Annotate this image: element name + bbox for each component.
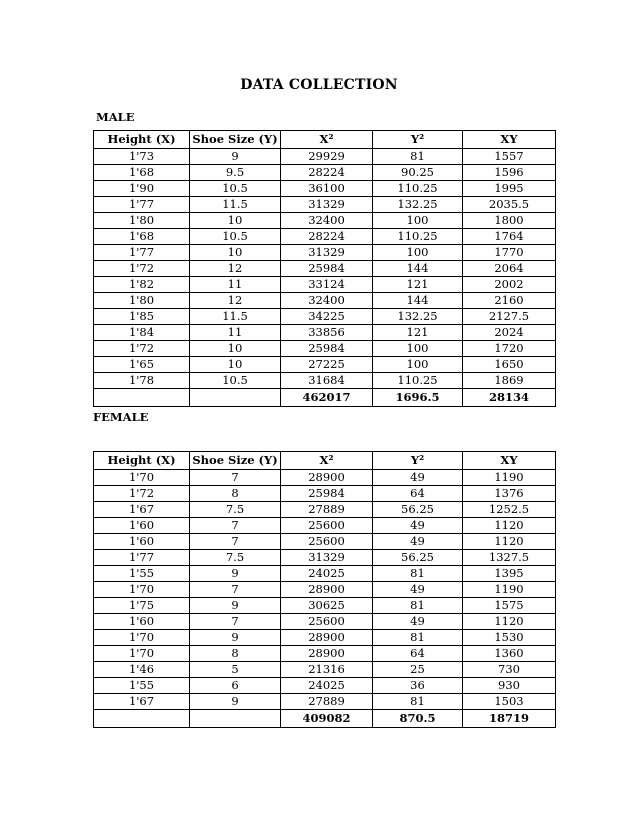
table-cell: 10	[190, 357, 281, 373]
table-cell: 1395	[463, 566, 556, 582]
table-cell: 1'70	[94, 646, 190, 662]
table-cell: 25	[373, 662, 463, 678]
table-cell: 90.25	[373, 165, 463, 181]
table-cell: 9	[190, 149, 281, 165]
table-cell: 1800	[463, 213, 556, 229]
table-cell: 25600	[281, 614, 373, 630]
total-cell: 28134	[463, 389, 556, 407]
table-cell: 11.5	[190, 197, 281, 213]
table-cell: 1'70	[94, 470, 190, 486]
table-cell: 81	[373, 694, 463, 710]
table-cell: 1120	[463, 614, 556, 630]
table-cell: 7	[190, 614, 281, 630]
table-row	[94, 534, 556, 550]
column-header: Y²	[373, 452, 463, 470]
column-header: Shoe Size (Y)	[190, 131, 281, 149]
table-row	[94, 213, 556, 229]
table-cell: 36100	[281, 181, 373, 197]
table-row	[94, 662, 556, 678]
male-table-body	[94, 149, 556, 407]
column-header: Height (X)	[94, 131, 190, 149]
table-cell: 34225	[281, 309, 373, 325]
table-cell: 1'68	[94, 229, 190, 245]
table-cell: 28900	[281, 582, 373, 598]
column-header: Y²	[373, 131, 463, 149]
table-cell: 100	[373, 245, 463, 261]
table-cell: 6	[190, 678, 281, 694]
table-cell: 27889	[281, 502, 373, 518]
table-cell: 9	[190, 694, 281, 710]
table-cell: 9	[190, 598, 281, 614]
table-cell: 10.5	[190, 373, 281, 389]
table-cell: 10	[190, 213, 281, 229]
table-cell: 49	[373, 534, 463, 550]
table-cell: 1'55	[94, 678, 190, 694]
table-row	[94, 277, 556, 293]
table-cell: 2035.5	[463, 197, 556, 213]
table-row	[94, 357, 556, 373]
totals-row	[94, 710, 556, 728]
table-cell: 28224	[281, 229, 373, 245]
table-cell: 49	[373, 470, 463, 486]
table-cell: 25600	[281, 534, 373, 550]
table-cell: 10	[190, 341, 281, 357]
female-data-table	[93, 451, 556, 728]
table-cell: 25600	[281, 518, 373, 534]
table-cell: 9	[190, 566, 281, 582]
table-cell: 31329	[281, 197, 373, 213]
table-cell: 132.25	[373, 309, 463, 325]
table-cell: 1770	[463, 245, 556, 261]
table-cell: 64	[373, 646, 463, 662]
table-cell: 56.25	[373, 550, 463, 566]
table-row	[94, 646, 556, 662]
table-cell: 1720	[463, 341, 556, 357]
table-cell: 31684	[281, 373, 373, 389]
table-cell: 9	[190, 630, 281, 646]
table-row	[94, 197, 556, 213]
total-cell: 409082	[281, 710, 373, 728]
table-cell: 1'80	[94, 293, 190, 309]
table-cell: 1'60	[94, 614, 190, 630]
table-cell: 33856	[281, 325, 373, 341]
table-row	[94, 309, 556, 325]
table-cell: 110.25	[373, 181, 463, 197]
table-cell: 49	[373, 582, 463, 598]
table-cell: 1'80	[94, 213, 190, 229]
table-cell: 1575	[463, 598, 556, 614]
table-cell: 1252.5	[463, 502, 556, 518]
table-cell: 28900	[281, 630, 373, 646]
table-cell: 28900	[281, 646, 373, 662]
table-cell: 1557	[463, 149, 556, 165]
table-cell: 11	[190, 325, 281, 341]
table-cell: 1'67	[94, 502, 190, 518]
table-cell: 144	[373, 261, 463, 277]
table-cell: 1'85	[94, 309, 190, 325]
total-cell: 18719	[463, 710, 556, 728]
table-row	[94, 694, 556, 710]
table-cell: 1503	[463, 694, 556, 710]
total-cell: 870.5	[373, 710, 463, 728]
table-cell: 31329	[281, 245, 373, 261]
table-cell: 1120	[463, 518, 556, 534]
table-header-row	[94, 452, 556, 470]
table-row	[94, 229, 556, 245]
column-header: Height (X)	[94, 452, 190, 470]
page-title: DATA COLLECTION	[240, 77, 398, 93]
empty-cell	[190, 389, 281, 407]
table-cell: 1'72	[94, 261, 190, 277]
table-row	[94, 325, 556, 341]
table-cell: 7	[190, 518, 281, 534]
table-cell: 1'68	[94, 165, 190, 181]
table-cell: 1190	[463, 582, 556, 598]
table-row	[94, 181, 556, 197]
table-cell: 1'82	[94, 277, 190, 293]
table-cell: 2024	[463, 325, 556, 341]
table-row	[94, 293, 556, 309]
total-cell: 462017	[281, 389, 373, 407]
table-row	[94, 678, 556, 694]
table-cell: 8	[190, 646, 281, 662]
table-cell: 36	[373, 678, 463, 694]
table-cell: 1'67	[94, 694, 190, 710]
table-cell: 1'65	[94, 357, 190, 373]
table-cell: 1'84	[94, 325, 190, 341]
table-cell: 49	[373, 614, 463, 630]
table-cell: 1'46	[94, 662, 190, 678]
table-cell: 121	[373, 277, 463, 293]
table-cell: 11.5	[190, 309, 281, 325]
table-cell: 28900	[281, 470, 373, 486]
table-cell: 1120	[463, 534, 556, 550]
table-cell: 8	[190, 486, 281, 502]
table-row	[94, 245, 556, 261]
table-cell: 1'90	[94, 181, 190, 197]
table-cell: 30625	[281, 598, 373, 614]
female-section-label: FEMALE	[93, 410, 149, 424]
table-header-row	[94, 131, 556, 149]
table-cell: 1'70	[94, 582, 190, 598]
table-cell: 930	[463, 678, 556, 694]
column-header: XY	[463, 452, 556, 470]
table-cell: 1360	[463, 646, 556, 662]
table-row	[94, 518, 556, 534]
table-cell: 1'72	[94, 486, 190, 502]
table-cell: 5	[190, 662, 281, 678]
table-row	[94, 341, 556, 357]
table-cell: 33124	[281, 277, 373, 293]
table-cell: 1650	[463, 357, 556, 373]
table-row	[94, 373, 556, 389]
table-row	[94, 630, 556, 646]
table-cell: 27225	[281, 357, 373, 373]
table-cell: 1'75	[94, 598, 190, 614]
empty-cell	[94, 710, 190, 728]
table-cell: 1'73	[94, 149, 190, 165]
table-row	[94, 614, 556, 630]
table-cell: 49	[373, 518, 463, 534]
table-cell: 144	[373, 293, 463, 309]
table-cell: 1'78	[94, 373, 190, 389]
table-cell: 12	[190, 261, 281, 277]
table-cell: 7.5	[190, 550, 281, 566]
column-header: X²	[281, 131, 373, 149]
table-row	[94, 566, 556, 582]
table-row	[94, 261, 556, 277]
table-row	[94, 165, 556, 181]
table-cell: 25984	[281, 261, 373, 277]
table-cell: 2002	[463, 277, 556, 293]
table-cell: 132.25	[373, 197, 463, 213]
table-cell: 10.5	[190, 229, 281, 245]
table-cell: 31329	[281, 550, 373, 566]
table-cell: 10	[190, 245, 281, 261]
table-cell: 12	[190, 293, 281, 309]
male-section-label: MALE	[96, 110, 135, 124]
table-cell: 1'77	[94, 245, 190, 261]
table-cell: 56.25	[373, 502, 463, 518]
table-cell: 64	[373, 486, 463, 502]
table-cell: 1'77	[94, 550, 190, 566]
table-cell: 100	[373, 357, 463, 373]
table-row	[94, 149, 556, 165]
table-cell: 7	[190, 582, 281, 598]
table-cell: 2127.5	[463, 309, 556, 325]
column-header: Shoe Size (Y)	[190, 452, 281, 470]
male-data-table	[93, 130, 556, 407]
table-cell: 7	[190, 534, 281, 550]
table-cell: 21316	[281, 662, 373, 678]
table-cell: 100	[373, 213, 463, 229]
empty-cell	[94, 389, 190, 407]
empty-cell	[190, 710, 281, 728]
column-header: XY	[463, 131, 556, 149]
table-cell: 81	[373, 598, 463, 614]
table-row	[94, 598, 556, 614]
table-cell: 2064	[463, 261, 556, 277]
table-cell: 32400	[281, 213, 373, 229]
table-cell: 1764	[463, 229, 556, 245]
table-cell: 25984	[281, 486, 373, 502]
table-cell: 1'60	[94, 518, 190, 534]
table-cell: 24025	[281, 678, 373, 694]
table-row	[94, 502, 556, 518]
table-cell: 28224	[281, 165, 373, 181]
table-cell: 730	[463, 662, 556, 678]
table-cell: 1'70	[94, 630, 190, 646]
table-cell: 27889	[281, 694, 373, 710]
table-cell: 100	[373, 341, 463, 357]
table-cell: 24025	[281, 566, 373, 582]
table-cell: 32400	[281, 293, 373, 309]
table-cell: 1596	[463, 165, 556, 181]
table-cell: 29929	[281, 149, 373, 165]
table-row	[94, 486, 556, 502]
table-cell: 1'60	[94, 534, 190, 550]
table-cell: 10.5	[190, 181, 281, 197]
table-cell: 7	[190, 470, 281, 486]
table-cell: 1869	[463, 373, 556, 389]
table-cell: 1'72	[94, 341, 190, 357]
table-cell: 81	[373, 149, 463, 165]
table-cell: 1327.5	[463, 550, 556, 566]
table-cell: 2160	[463, 293, 556, 309]
table-cell: 1995	[463, 181, 556, 197]
table-row	[94, 550, 556, 566]
female-table-body	[94, 470, 556, 728]
totals-row	[94, 389, 556, 407]
table-cell: 81	[373, 630, 463, 646]
table-cell: 110.25	[373, 373, 463, 389]
table-cell: 110.25	[373, 229, 463, 245]
table-row	[94, 470, 556, 486]
table-cell: 81	[373, 566, 463, 582]
table-cell: 11	[190, 277, 281, 293]
table-cell: 9.5	[190, 165, 281, 181]
table-cell: 1'77	[94, 197, 190, 213]
table-cell: 1376	[463, 486, 556, 502]
column-header: X²	[281, 452, 373, 470]
table-cell: 1190	[463, 470, 556, 486]
table-cell: 25984	[281, 341, 373, 357]
total-cell: 1696.5	[373, 389, 463, 407]
table-row	[94, 582, 556, 598]
table-cell: 1'55	[94, 566, 190, 582]
table-cell: 1530	[463, 630, 556, 646]
table-cell: 7.5	[190, 502, 281, 518]
table-cell: 121	[373, 325, 463, 341]
